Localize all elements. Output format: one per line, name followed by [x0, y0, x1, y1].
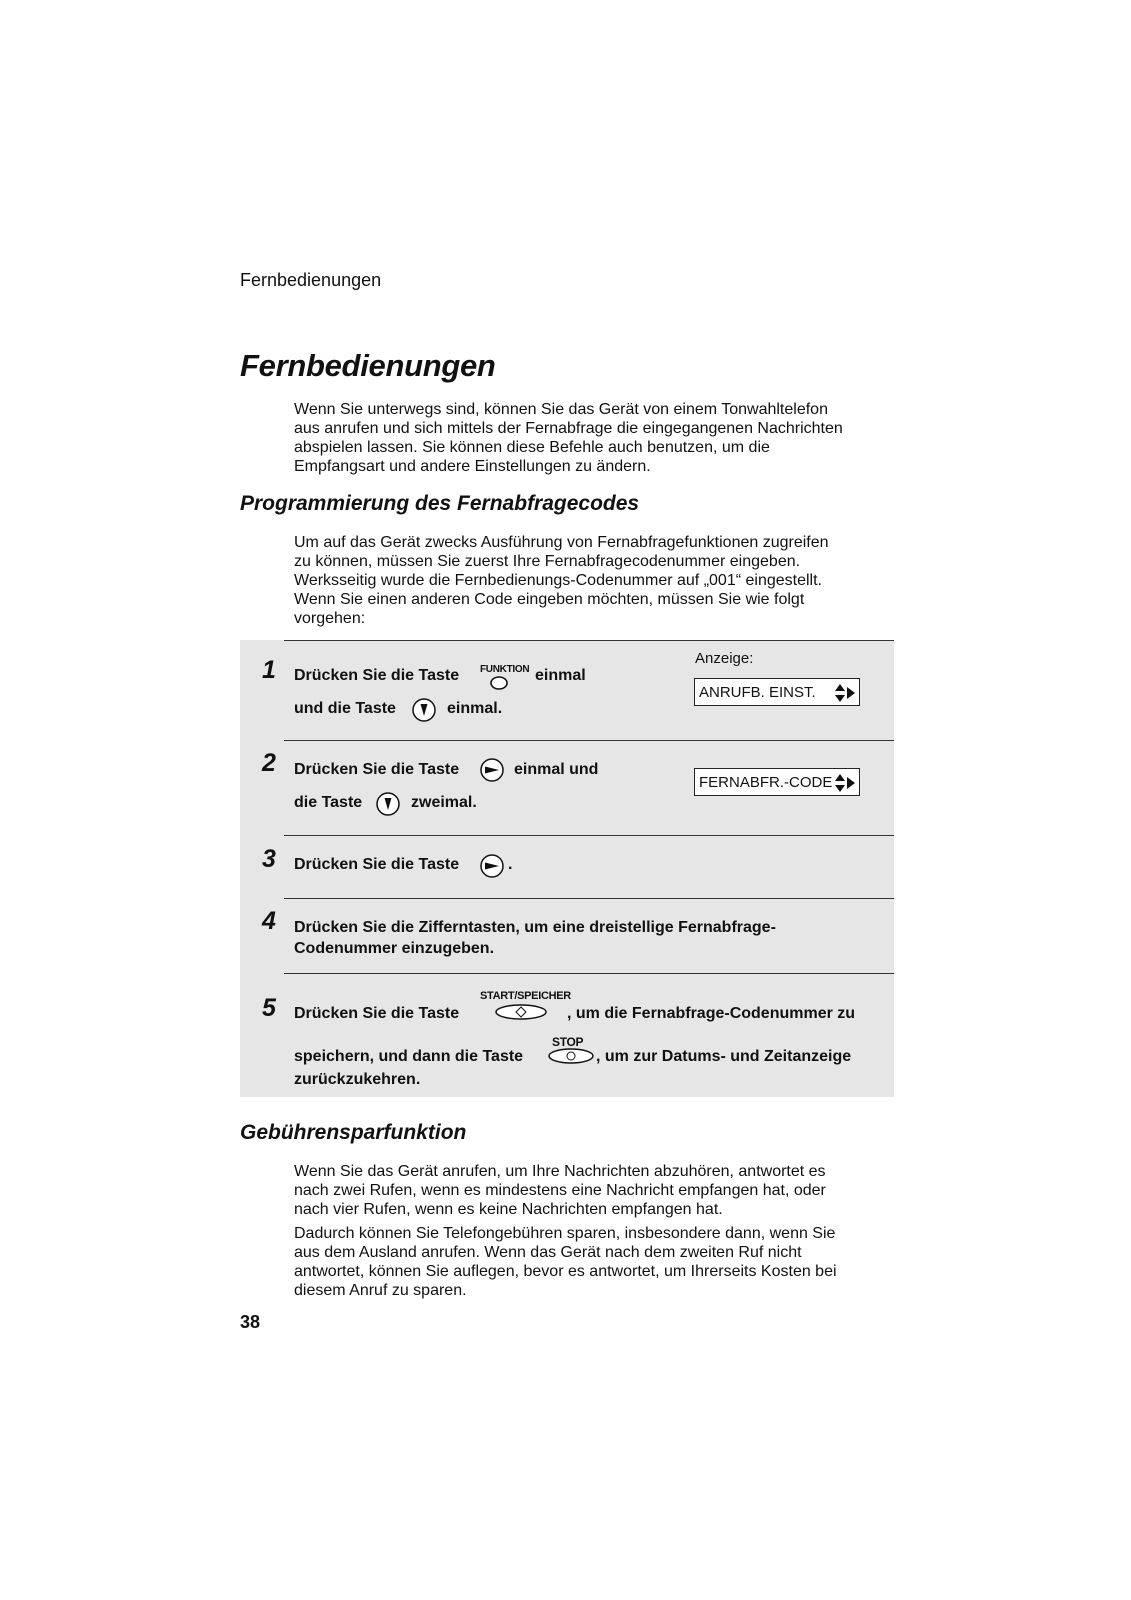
- paragraph-line: diesem Anruf zu sparen.: [294, 1282, 467, 1299]
- step3-text-b: .: [508, 856, 513, 873]
- step2-text-b: einmal und: [514, 761, 599, 778]
- step1-text-c: und die Taste: [294, 700, 396, 717]
- step-divider: [284, 898, 894, 899]
- paragraph-line: nach vier Rufen, wenn es keine Nachrichten empfangen hat.: [294, 1201, 723, 1218]
- right-arrow-key-icon: [480, 758, 504, 782]
- paragraph-line: Wenn Sie das Gerät anrufen, um Ihre Nachrichten abzuhören, antwortet es: [294, 1163, 826, 1180]
- step5-text-e: zurückzukehren.: [294, 1071, 421, 1088]
- paragraph-line: Um auf das Gerät zwecks Ausführung von Fernabfragefunktionen zugreifen: [294, 534, 829, 551]
- paragraph-line: Werksseitig wurde die Fernbedienungs-Codenummer auf „001“ eingestellt.: [294, 572, 822, 589]
- intro-line: Wenn Sie unterwegs sind, können Sie das Gerät von einem Tonwahltelefon: [294, 401, 828, 418]
- steps-panel: [240, 640, 894, 1097]
- funktion-key-label: FUNKTION: [480, 664, 530, 675]
- intro-line: Empfangsart und andere Einstellungen zu ändern.: [294, 458, 651, 475]
- paragraph-line: aus dem Ausland anrufen. Wenn das Gerät nach dem zweiten Ruf nicht: [294, 1244, 802, 1261]
- start-speicher-key-label: START/SPEICHER: [480, 990, 571, 1002]
- up-down-right-arrows-icon: [834, 683, 856, 703]
- up-down-right-arrows-icon: [834, 773, 856, 793]
- section1-paragraph: [294, 533, 894, 628]
- step4-text-b: Codenummer einzugeben.: [294, 940, 495, 957]
- lcd-text: FERNABFR.-CODE: [699, 774, 833, 791]
- lcd-text: ANRUFB. EINST.: [699, 684, 816, 701]
- start-key-icon: [495, 1004, 547, 1020]
- right-arrow-key-icon: [480, 854, 504, 878]
- step1-text-a: Drücken Sie die Taste: [294, 667, 460, 684]
- step1-text-d: einmal.: [447, 700, 503, 717]
- paragraph-line: antwortet, können Sie auflegen, bevor es antwortet, um Ihrerseits Kosten bei: [294, 1263, 837, 1280]
- step-number: 1: [262, 656, 276, 684]
- step-divider: [284, 835, 894, 836]
- down-arrow-key-icon: [412, 698, 436, 722]
- step5-text-d: , um zur Datums- und Zeitanzeige: [596, 1048, 852, 1065]
- section-heading-savings: Gebührensparfunktion: [240, 1121, 467, 1144]
- page-title: Fernbedienungen: [240, 348, 496, 383]
- step-divider: [284, 740, 894, 741]
- intro-line: aus anrufen und sich mittels der Fernabfrage die eingegangenen Nachrichten: [294, 420, 843, 437]
- step5-text-c: speichern, und dann die Taste: [294, 1048, 524, 1065]
- step5-text-a: Drücken Sie die Taste: [294, 1005, 460, 1022]
- section2-paragraph-2: [294, 1224, 894, 1300]
- display-label: Anzeige:: [695, 650, 754, 667]
- section-heading-programming: Programmierung des Fernabfragecodes: [240, 492, 640, 515]
- down-arrow-key-icon: [376, 792, 400, 816]
- step-divider: [284, 640, 894, 641]
- lcd-display: [694, 768, 860, 796]
- step-number: 4: [262, 907, 276, 935]
- step5-text-b: , um die Fernabfrage-Codenummer zu: [567, 1005, 856, 1022]
- step2-text-d: zweimal.: [411, 794, 477, 811]
- lcd-display: [694, 678, 860, 706]
- paragraph-line: Dadurch können Sie Telefongebühren sparen, insbesondere dann, wenn Sie: [294, 1225, 836, 1242]
- paragraph-line: nach zwei Rufen, wenn es mindestens eine Nachricht empfangen hat, oder: [294, 1182, 826, 1199]
- step3-text-a: Drücken Sie die Taste: [294, 856, 460, 873]
- step-divider: [284, 973, 894, 974]
- step4-text-a: Drücken Sie die Zifferntasten, um eine dreistellige Fernabfrage-: [294, 919, 776, 936]
- running-head: Fernbedienungen: [240, 270, 382, 290]
- step2-text-c: die Taste: [294, 794, 363, 811]
- intro-paragraph: [294, 400, 894, 476]
- paragraph-line: Wenn Sie einen anderen Code eingeben möchten, müssen Sie wie folgt: [294, 591, 805, 608]
- step2-text-a: Drücken Sie die Taste: [294, 761, 460, 778]
- step1-text-b: einmal: [535, 667, 586, 684]
- section2-paragraph-1: [294, 1162, 894, 1219]
- intro-line: abspielen lassen. Sie können diese Befehle auch benutzen, um die: [294, 439, 770, 456]
- step-number: 5: [262, 994, 276, 1022]
- paragraph-line: vorgehen:: [294, 610, 366, 627]
- paragraph-line: zu können, müssen Sie zuerst Ihre Fernabfragecodenummer eingeben.: [294, 553, 801, 570]
- funktion-key-icon: [490, 676, 508, 690]
- step-number: 2: [262, 749, 276, 777]
- step-number: 3: [262, 845, 276, 873]
- stop-key-label: STOP: [552, 1035, 584, 1049]
- stop-key-icon: [548, 1048, 594, 1064]
- page-number: 38: [240, 1312, 261, 1332]
